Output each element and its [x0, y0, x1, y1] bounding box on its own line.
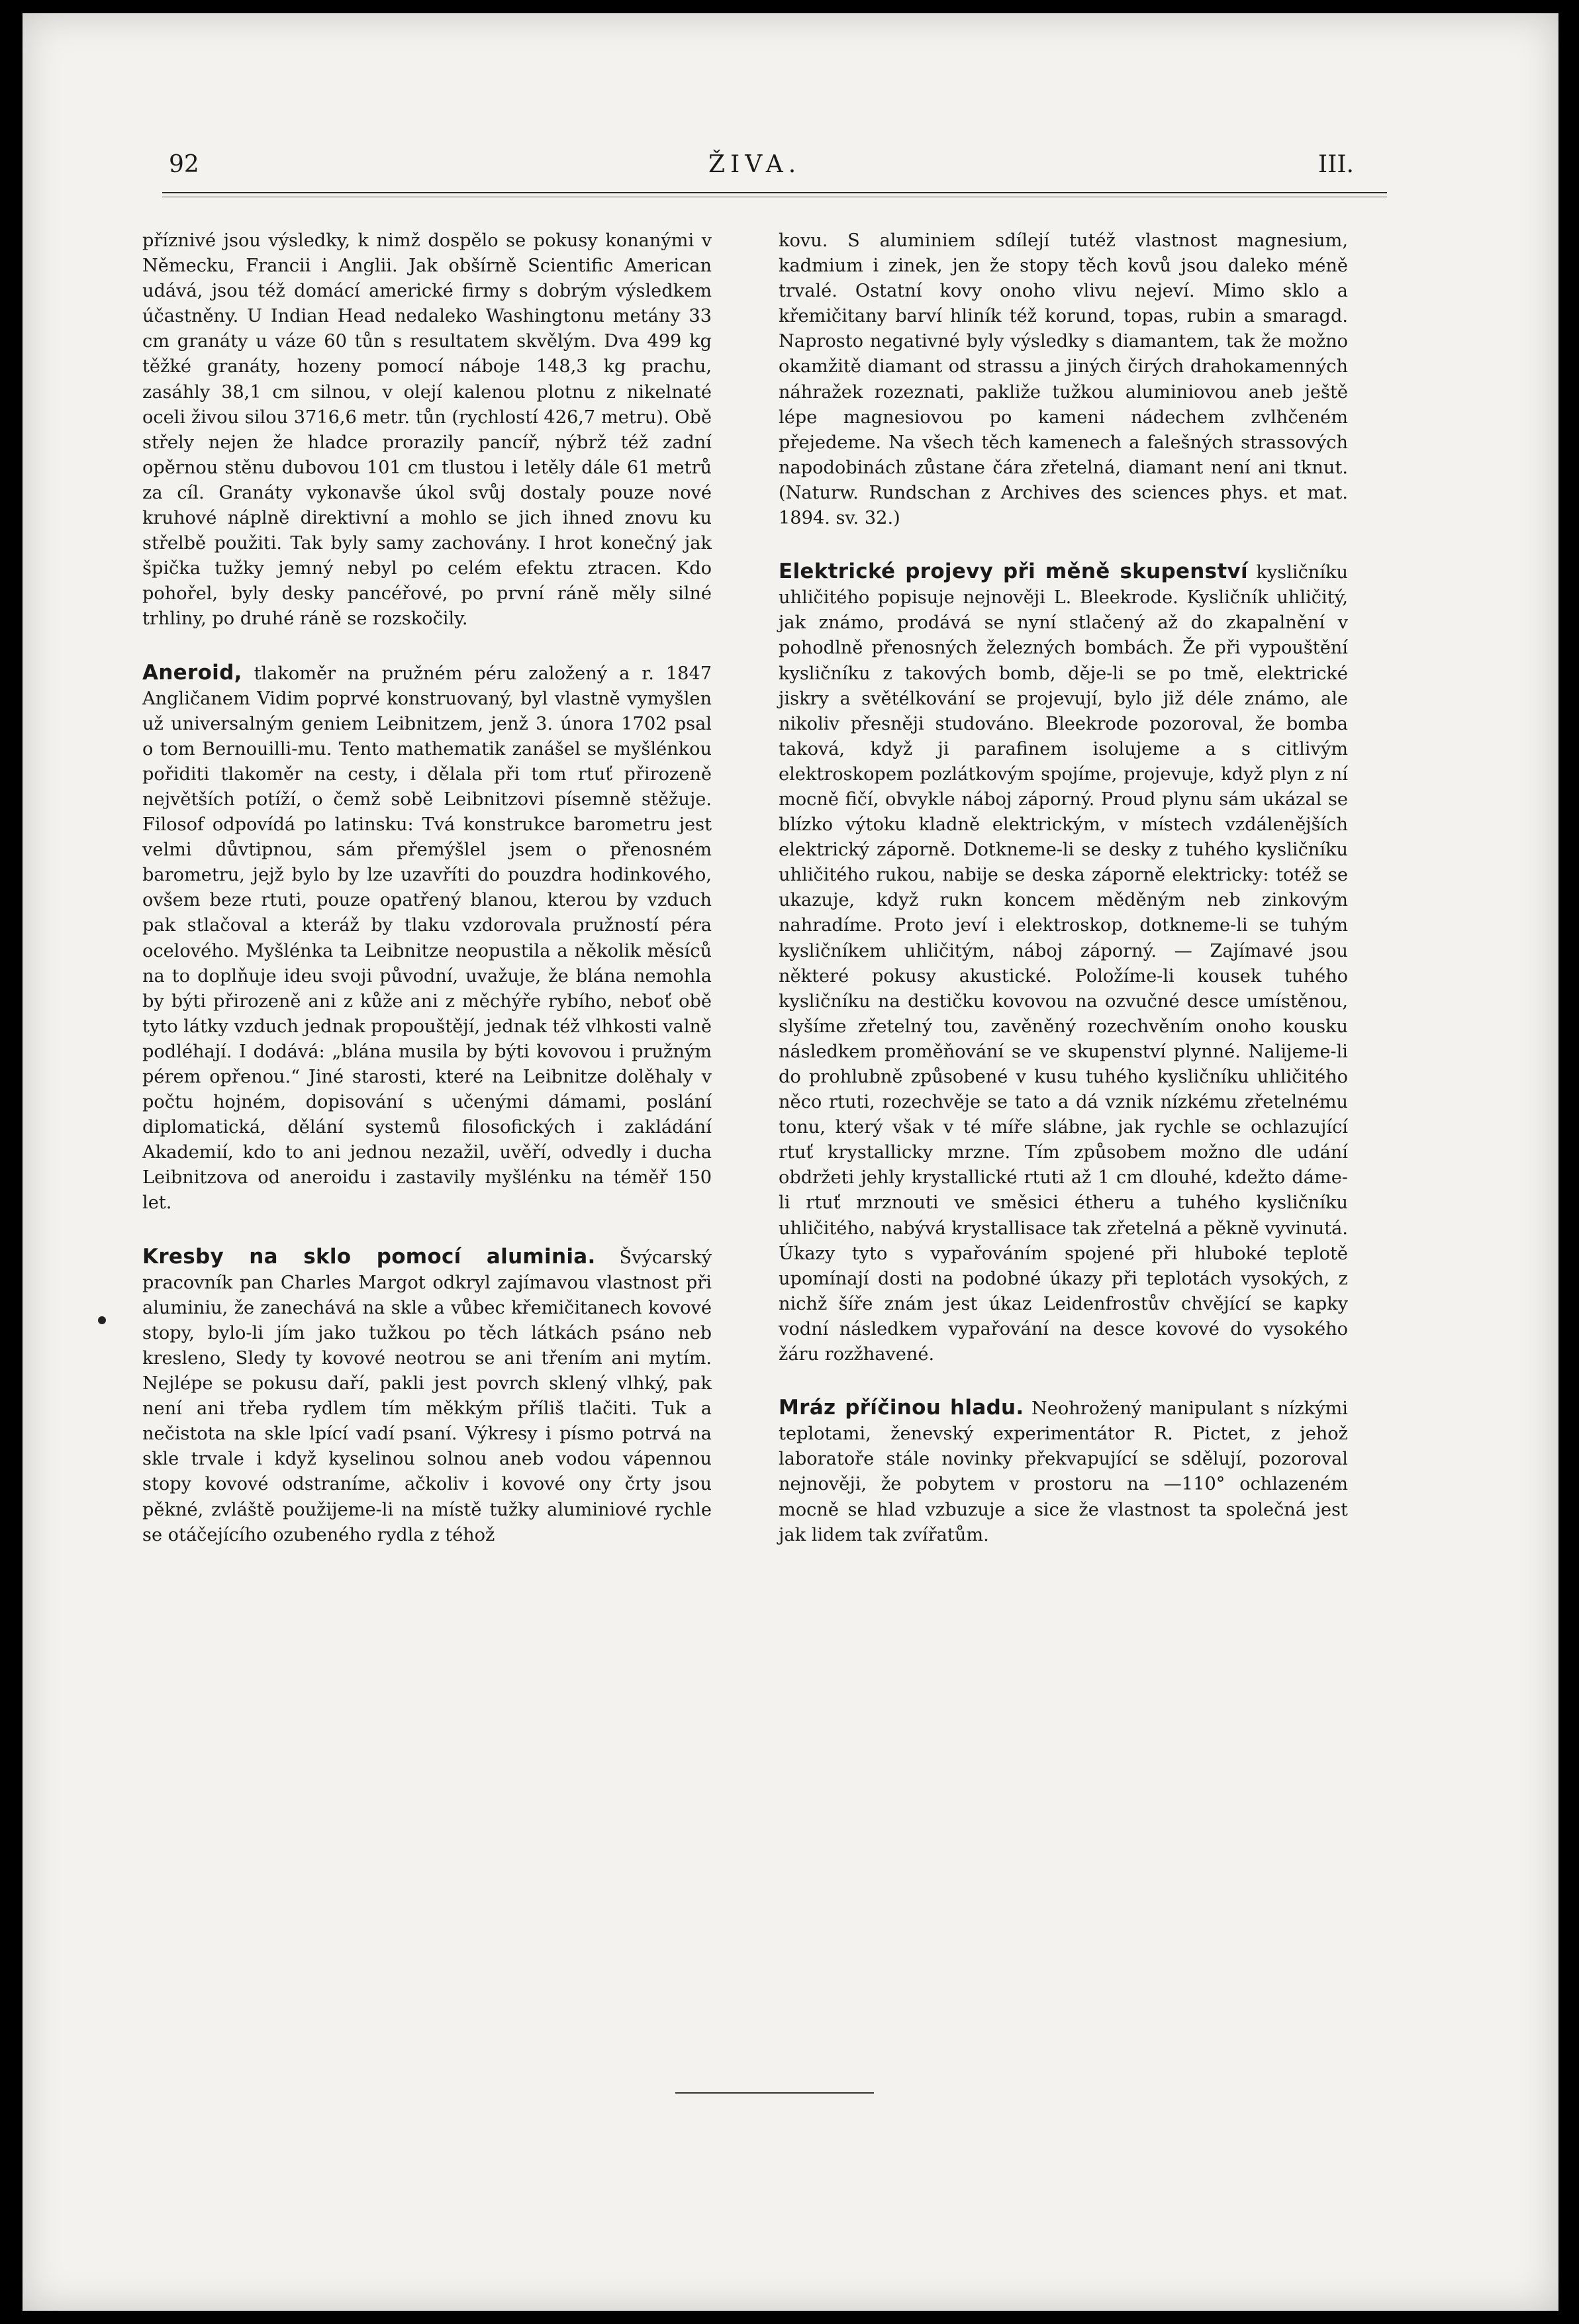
body-elektricke: kysličníku uhličitého popisuje nejnověji L. Bleekrode. Kysličník uhličitý, jak známo, prodává se nyní stlačený až do zkapalnění v pohodlně přenosných železných bombách. Že při vypouštění kysličníku z takových bomb, děje-li se po tmě, elektrické jiskry a světélkování se projevují, bylo již déle známo, ale nikoliv přesněji studováno. Bleekrode pozoroval, že bomba taková, když ji parafinem isolujeme a s citlivým elektroskopem pozlátkovým spojíme, projevuje, když plyn z ní mocně fičí, obvykle náboj záporný. Proud plynu sám ukázal se blízko výtoku kladně elektrickým, v místech vzdálenějších elektrický záporně. Dotkneme-li se desky z tuhého kysličníku uhličitého rukou, nabije se deska záporně elektricky: totéž se ukazuje, když rukn koncem měděným neb zinkovým nahradíme. Proto jeví i elektroskop, dotkneme-li se tuhým kysličníkem uhličitým, náboj záporný. — Zajímavé jsou některé pokusy akustické. Položíme-li kousek tuhého kysličníku na destičku kovovou na ozvučné desce umístěnou, slyšíme zřetelný tou, zavěněný rozechvěním onoho kousku následkem proměňování se ve skupenství plynné. Nalijeme-li do prohlubně způsobené v kusu tuhého kysličníku uhličitého něco rtuti, rozechvěje se tato a dá vznik nízkému zřetelnému tonu, který však v té míře slábne, jak rychle se ochlazující rtuť krystallicky mrzne. Tím způsobem možno dle udání obdržeti jehly krystallické rtuti až 1 cm dlouhé, kdežto dáme-li rtuť mrznouti ve směsici étheru a tuhého kysličníku uhličitého, nabývá krystallisace tak zřetelná a pěkně vyvinutá. Úkazy tyto s vypařováním spojené při hluboké teplotě upomínají dosti na podobné úkazy při teplotách vysokých, z nichž šíře znám jest úkaz Leidenfrostův chvějící se kapky vodní následkem vypařování na desce kovové do vysokého žáru rozžhavené.	[779, 562, 1348, 1365]
heading-aneroid: Aneroid,	[142, 660, 242, 685]
running-head	[169, 151, 1354, 191]
right-column	[779, 228, 1348, 1548]
heading-mraz: Mráz příčinou hladu.	[779, 1396, 1024, 1420]
paragraph-continuation: příznivé jsou výsledky, k nimž dospělo se pokusy konanými v Německu, Francii i Anglii. Jak obšírně Scientific American udává, jsou též domácí americké firmy s dobrým výsledkem účastněny. U Indian Head nedaleko Washingtonu metány 33 cm granáty u váze 60 tůn s resultatem skvělým. Dva 499 kg těžké granáty, hozeny pomocí náboje 148,3 kg prachu, zasáhly 38,1 cm silnou, v olejí kalenou plotnu z nikelnaté oceli živou silou 3716,6 metr. tůn (rychlostí 426,7 metru). Obě střely nejen že hladce prorazily pancíř, nýbrž též zadní opěrnou stěnu dubovou 101 cm tlustou i letěly dále 61 metrů za cíl. Granáty vykonavše úkol svůj dostaly pouze nové kruhové náplně direktivní a mohlo se jich ihned znovu ku střelbě použiti. Tak byly samy zachovány. I hrot konečný jak špička tužky jemný nebyl po celém efektu ztracen. Kdo pohořel, byly desky pancéřové, po první ráně měly silné trhliny, po druhé ráně se rozskočily.	[142, 230, 712, 630]
article-aneroid	[142, 660, 712, 1216]
heading-kresby: Kresby na sklo pomocí aluminia.	[142, 1244, 596, 1269]
heading-elektricke: Elektrické projevy při měně skupenství	[779, 559, 1248, 584]
journal-title: ŽIVA.	[708, 151, 802, 178]
margin-mark	[98, 1316, 106, 1324]
body-kresby: Švýcarský pracovník pan Charles Margot odkryl zajímavou vlastnost při aluminiu, že zanechává na skle a vůbec křemičitanech kovové stopy, bylo-li jím jako tužkou po těch látkách psáno neb kresleno, Sledy ty kovové neotrou se ani třením ani mytím. Nejlépe se pokusu daří, pakli jest povrch sklený vlhký, pak není ani třeba rydlem tím měkkým příliš tlačiti. Tuk a nečistota na skle lpící vadí psaní. Výkresy i písmo potrvá na skle trvale i když kyselinou solnou aneb vodou vápennou stopy kovové odstraníme, ačkoliv i kovové ony črty jsou pěkné, zvláště použijeme-li na místě tužky aluminiové rychle se otáčejícího ozubeného rydla z téhož	[142, 1247, 712, 1545]
header-rule	[162, 192, 1387, 197]
left-column	[142, 228, 712, 1548]
body-mraz: Neohrožený manipulant s nízkými teplotami, ženevský experimentátor R. Pictet, z jehož laboratoře stále novinky překvapující se sdělují, pozoroval nejnověji, že pobytem v prostoru na —110° ochlazeném mocně se hlad vzbuzuje a sice že vlastnost ta společná jest jak lidem tak zvířatům.	[779, 1398, 1348, 1545]
paragraph-continuation-right: kovu. S aluminiem sdílejí tutéž vlastnost magnesium, kadmium i zinek, jen že stopy těch kovů jsou daleko méně trvalé. Ostatní kovy onoho vlivu nejeví. Mimo sklo a křemičitany barví hliník též korund, topas, rubin a smaragd. Naprosto negativné byly výsledky s diamantem, tak že možno okamžitě diamant od strassu a jiných čirých drahokamenných náhražek rozeznati, pakliže tužkou aluminiovou aneb ještě lépe magnesiovou po kameni nádechem zvlhčeném přejedeme. Na všech těch kamenech a falešných strassových napodobinách zůstane čára zřetelná, diamant není ani tknut. (Naturw. Rundschan z Archives des sciences phys. et mat. 1894. sv. 32.)	[779, 230, 1348, 529]
article-mraz	[779, 1395, 1348, 1548]
article-elektricke	[779, 559, 1348, 1367]
volume-number: III.	[1317, 151, 1354, 178]
footer-rule	[675, 2092, 874, 2094]
page-number: 92	[169, 151, 199, 178]
article-kresby	[142, 1244, 712, 1548]
body-aneroid: tlakoměr na pružném péru založený a r. 1847 Angličanem Vidim poprvé konstruovaný, byl vlastně vymyšlen už universalným geniem Leibnitzem, jenž 3. února 1702 psal o tom Bernouilli-mu. Tento mathematik zanášel se myšlénkou pořiditi tlakoměr na cesty, i dělala při tom rtuť přirozeně největších potíží, o čemž sobě Leibnitzovi písemně stěžuje. Filosof odpovídá po latinsku: Tvá konstrukce barometru jest velmi důvtipnou, sám přemýšlel jsem o přenosném barometru, jejž bylo by lze uzavříti do pouzdra hodinkového, ovšem beze rtuti, pouze opatřený blanou, kterou by vzduch pak stlačoval a kteráž by tlaku vzdorovala pružností péra ocelového. Myšlénka ta Leibnitze neopustila a několik měsíců na to doplňuje ideu svoji původní, uvažuje, že blána nemohla by býti přirozeně ani z kůže ani z měchýře rybího, neboť obě tyto látky vzduch jednak propouštějí, jednak též vlhkosti valně podléhají. I dodává: „blána musila by býti kovovou i pružným pérem opřenou.“ Jiné starosti, které na Leibnitze dolěhaly v počtu hojném, dopisování s učenými dámami, poslání diplomatická, dělání systemů filosofických i zakládání Akademií, kdo to ani jednou nezažil, uvěří, odvedly i ducha Leibnitzova od aneroidu i zastavily myšlénku na téměř 150 let.	[142, 663, 712, 1214]
